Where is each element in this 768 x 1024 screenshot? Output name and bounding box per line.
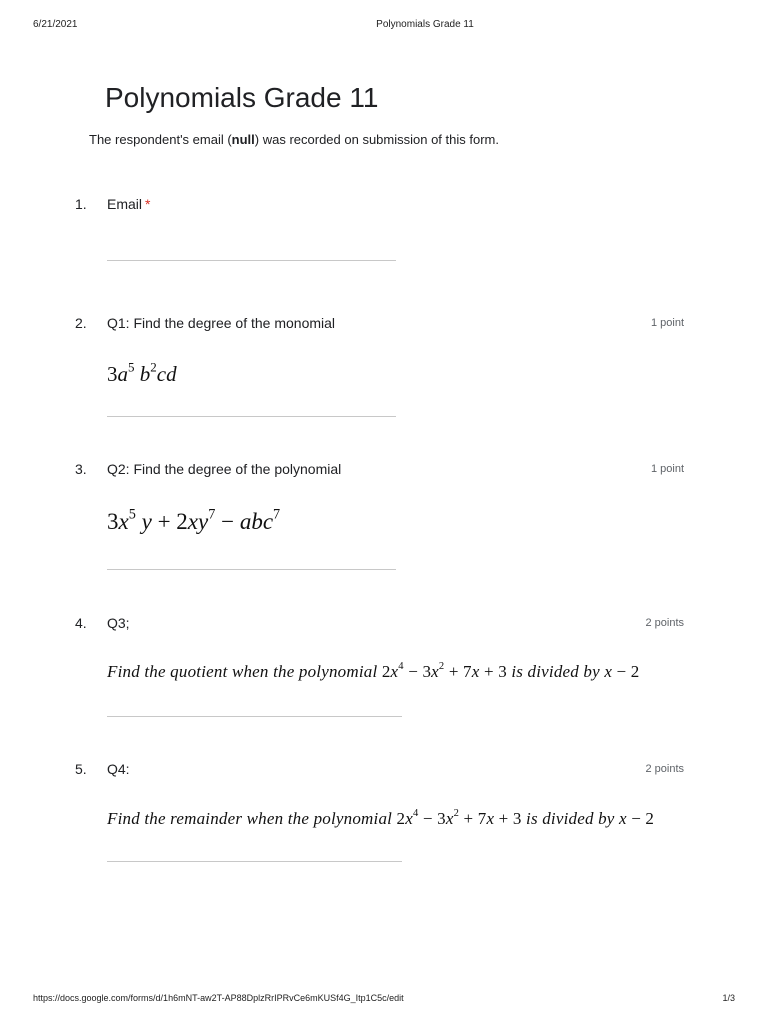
question-title: Q1: Find the degree of the monomial xyxy=(107,315,336,331)
q4-answer-line[interactable] xyxy=(107,861,402,862)
question-number: 4. xyxy=(75,615,87,631)
question-title: Q2: Find the degree of the polynomial xyxy=(107,461,342,477)
email-answer-line[interactable] xyxy=(107,260,396,261)
q3-answer-line[interactable] xyxy=(107,716,402,717)
q4-expression: Find the remainder when the polynomial $2x^4 - 3x^2 + 7x + 3$ is divided by x − 2 xyxy=(107,808,655,828)
required-asterisk: * xyxy=(145,196,151,212)
question-points: 2 points xyxy=(645,763,684,775)
notice-suffix: ) was recorded on submission of this form. xyxy=(254,132,499,147)
q3-expression: Find the quotient when the polynomial $2x^4 - 3x^2 + 7x + 3$ is divided by x − 2 xyxy=(107,661,640,681)
question-points: 1 point xyxy=(650,463,684,475)
question-title: Email * xyxy=(107,196,151,212)
question-number: 1. xyxy=(75,196,87,212)
question-number: 3. xyxy=(75,461,87,477)
question-title: Q4: xyxy=(107,761,130,777)
email-notice xyxy=(89,132,499,147)
print-footer-url: https://docs.google.com/forms/d/1h6mNT-aw2T-AP88DplzRrIPRvCe6mKUSf4G_Itp1C5c/edit xyxy=(33,993,404,1003)
print-date: 6/21/2021 xyxy=(33,19,78,30)
notice-prefix: The respondent's email ( xyxy=(89,132,232,147)
form-title: Polynomials Grade 11 xyxy=(105,82,379,113)
question-points: 2 points xyxy=(645,617,684,629)
question-number: 5. xyxy=(75,761,87,777)
question-number: 2. xyxy=(75,315,87,331)
print-page-number: 1/3 xyxy=(722,993,735,1003)
question-points: 1 point xyxy=(650,317,684,329)
print-header-title: Polynomials Grade 11 xyxy=(376,19,474,30)
question-title: Q3; xyxy=(107,615,130,631)
q1-answer-line[interactable] xyxy=(107,416,396,417)
q1-expression: $3a^5$ $b^2cd$ xyxy=(107,359,177,386)
q2-expression: $3x^5$ $y + 2xy^7 - abc^7$ xyxy=(107,506,281,534)
q2-answer-line[interactable] xyxy=(107,569,396,570)
notice-null: null xyxy=(231,132,255,147)
